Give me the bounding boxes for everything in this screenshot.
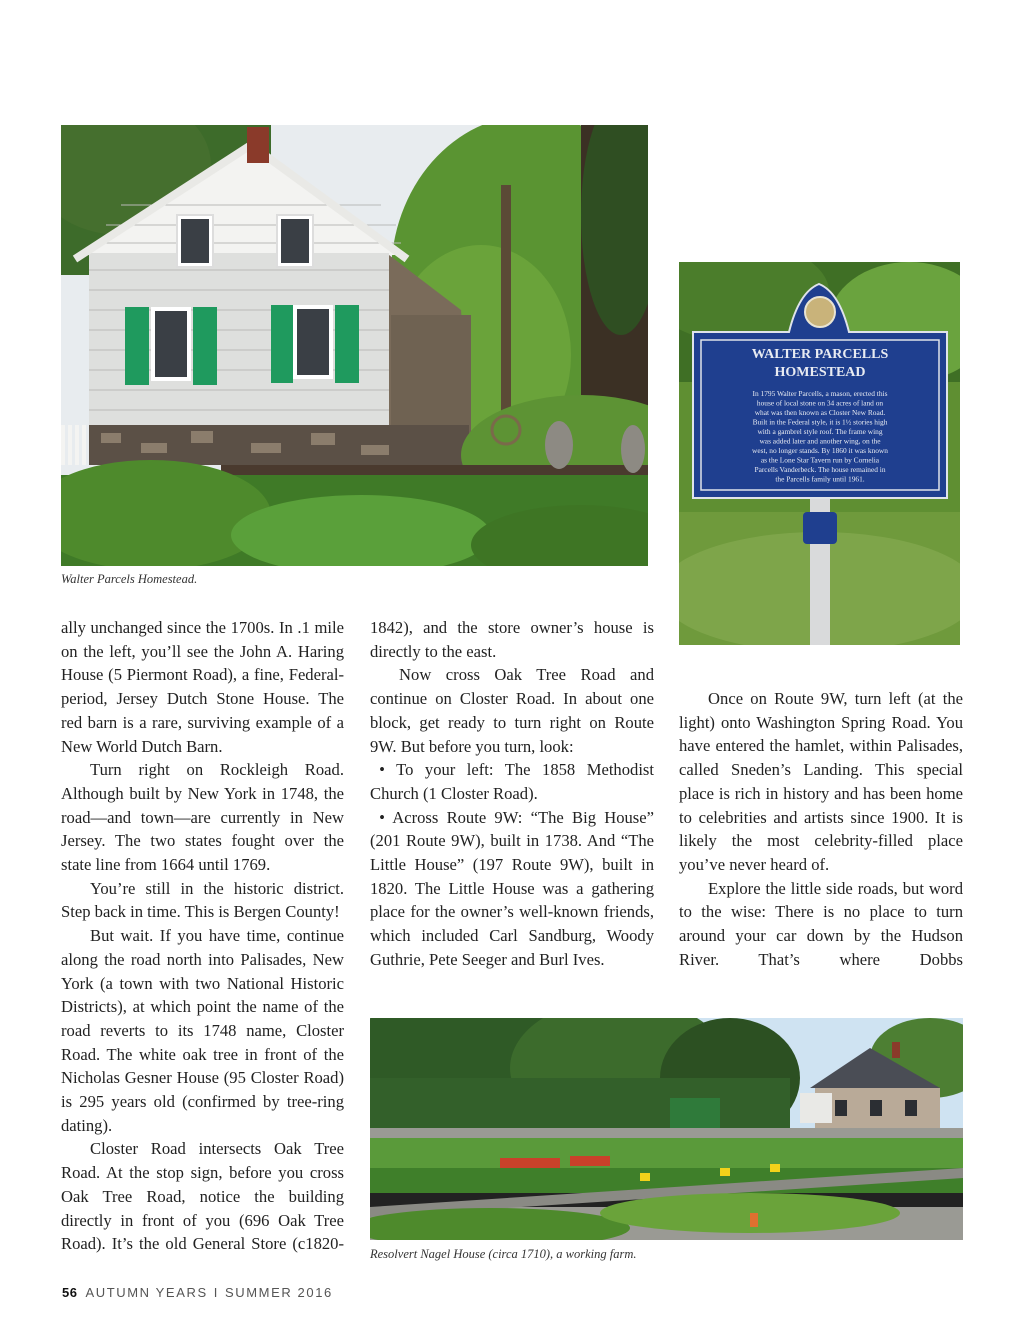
farm-photo-caption: Resolvert Nagel House (circa 1710), a working farm. (370, 1247, 637, 1261)
marker-text-line: Parcells Vanderbeck. The house remained in (754, 465, 886, 474)
article-paragraph: Turn right on Rockleigh Road. Although built by New York in 1748, the road—and town—are currently in New Jersey. The two states fought over the state line from 1664 until 1769. (61, 760, 344, 875)
article-paragraph: Now cross Oak Tree Road and continue on Closter Road. In about one block, get ready to turn right on Route 9W. But before you turn, look: (370, 665, 654, 756)
marker-title-line2: HOMESTEAD (774, 365, 866, 380)
homestead-photo (61, 125, 648, 566)
farm-photo (370, 1018, 963, 1240)
article-paragraph: Closter Road intersects Oak Tree Road. At the stop sign, before you cross Oak Tree Road, notice the building directly in front of you (696 Oak Tree Road). It’s the old General Store (c1820- (61, 1139, 344, 1254)
marker-text-line: with a gambrel style roof. The frame wing (757, 427, 883, 436)
marker-text-line: was added later and another wing, on the (759, 436, 881, 446)
marker-text-line: the Parcells family until 1961. (775, 474, 865, 484)
article-paragraph: ally unchanged since the 1700s. In .1 mile on the left, you’ll see the John A. Haring House (5 Piermont Road), a fine, Federal-period, Jersey Dutch Stone House. The red barn is a rare, surviving example of a New World Dutch Barn. (61, 618, 344, 756)
article-paragraph: But wait. If you have time, continue along the road north into Palisades, New York (a town with two National Historic Districts), at which point the name of the road reverts to its 1748 name, Closter Road. The white oak tree in front of the Nicholas Gesner House (95 Closter Road) is 295 years old (confirmed by tree-ring dating). (61, 926, 344, 1135)
article-column-3 (679, 687, 963, 971)
farm-nursery-photo (370, 1018, 963, 1240)
marker-text-line: house of local stone on 34 acres of land on (756, 398, 884, 408)
historical-marker-photo (679, 262, 960, 645)
article-column-2 (370, 616, 654, 972)
article-paragraph: Once on Route 9W, turn left (at the light) onto Washington Spring Road. You have entered the hamlet, within Palisades, called Sneden’s Landing. This special place is rich in history and has been home to celebrities and artists since 1900. It is likely the most celebrity-filled place you’ve never heard of. (679, 689, 963, 874)
marker-text-line: west, no longer stands. By 1860 it was known (752, 446, 888, 455)
marker-text-line: In 1795 Walter Parcells, a mason, erected this (752, 389, 888, 398)
page-footer (62, 1285, 333, 1300)
article-paragraph: You’re still in the historic district. Step back in time. This is Bergen County! (61, 878, 344, 922)
marker-text-line: as the Lone Star Tavern run by Cornelia (760, 455, 880, 465)
footer-separator: I (213, 1285, 219, 1300)
homestead-photo-caption: Walter Parcels Homestead. (61, 572, 198, 586)
article-paragraph: Explore the little side roads, but word to the wise: There is no place to turn around your car down by the Hudson River. That’s where Dobbs (679, 878, 963, 969)
article-paragraph: • Across Route 9W: “The Big House” (201 Route 9W), built in 1738. And “The Little House” (197 Route 9W), built in 1820. The Little House was a gathering place for the owner’s well-known friends, which included Carl Sandburg, Woody Guthrie, Pete Seeger and Burl Ives. (370, 807, 654, 969)
article-paragraph: 1842), and the store owner’s house is directly to the east. (370, 618, 654, 661)
homestead-house-photo (61, 125, 648, 566)
marker-text-line: what was then known as Closter New Road. (754, 408, 886, 417)
publication-name: AUTUMN YEARS (85, 1285, 208, 1300)
issue-name: SUMMER 2016 (224, 1285, 333, 1300)
page-number: 56 (62, 1285, 78, 1300)
article-column-1 (61, 616, 344, 1256)
marker-photo (679, 262, 960, 645)
marker-text-line: Built in the Federal style, it is 1½ stories high (752, 417, 888, 427)
article-paragraph: • To your left: The 1858 Methodist Church (1 Closter Road). (370, 760, 654, 803)
marker-title-line1: WALTER PARCELLS (751, 347, 889, 362)
